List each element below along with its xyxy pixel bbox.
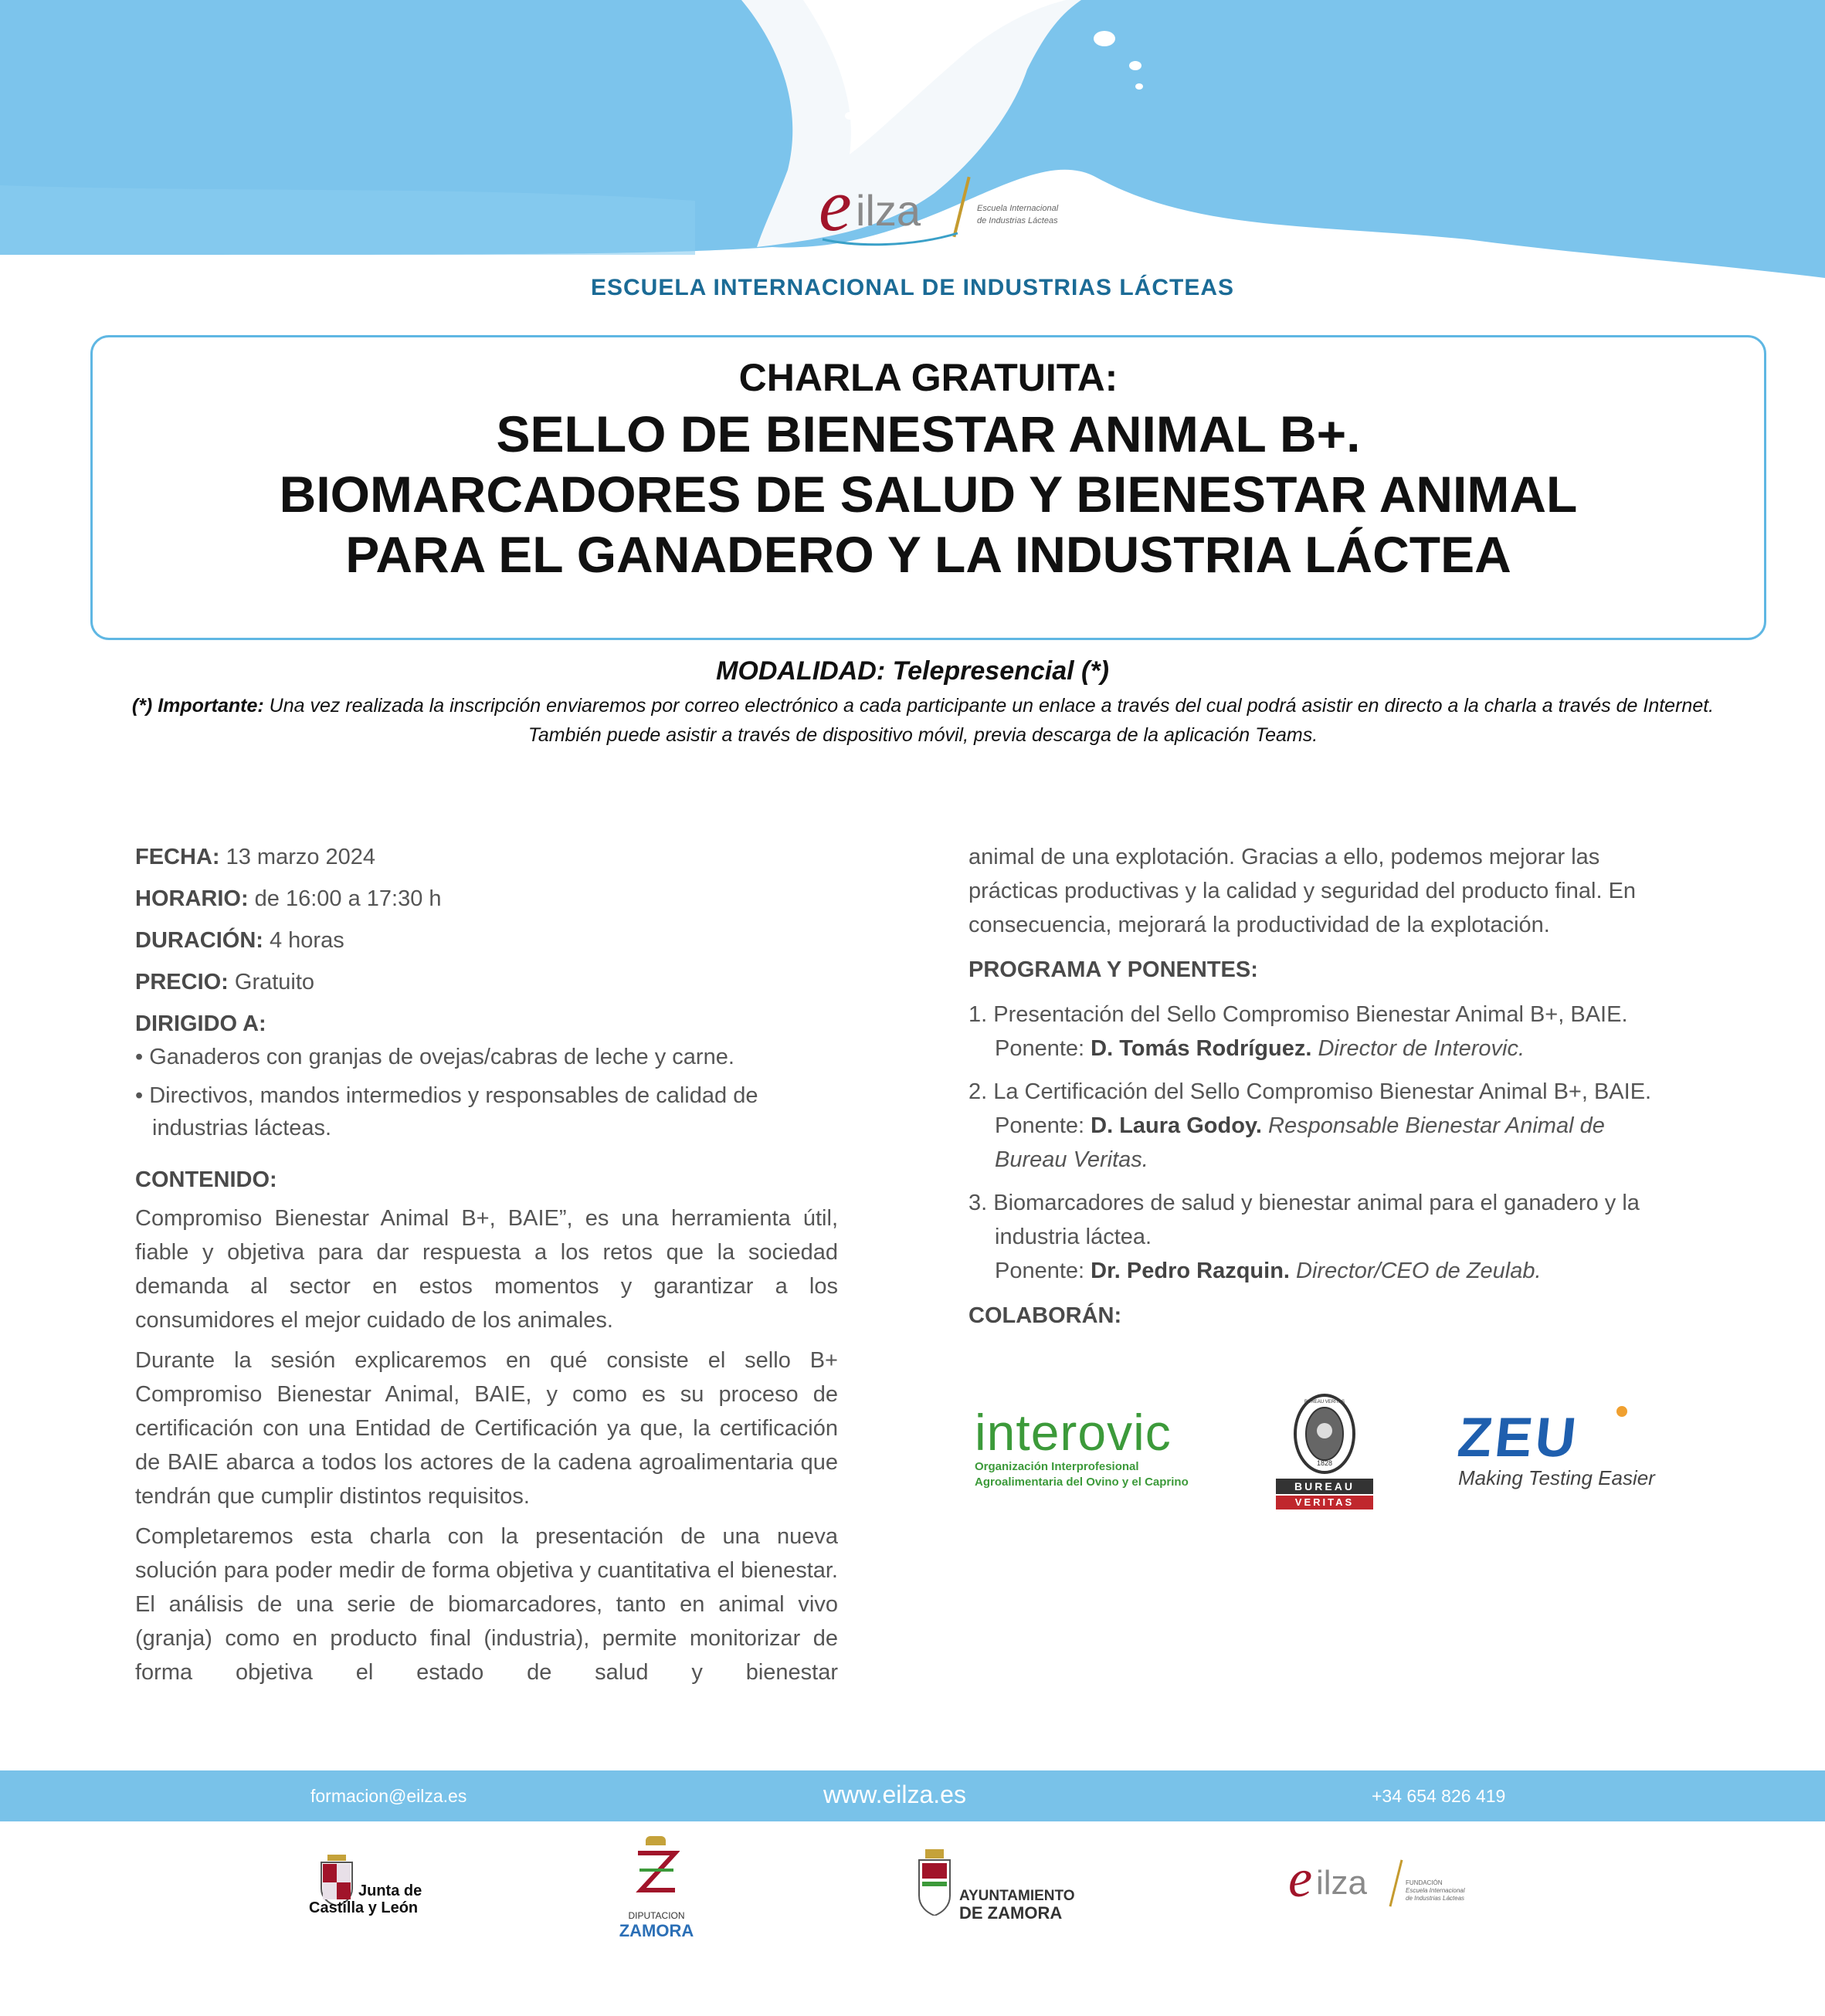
fecha-value: 13 marzo 2024: [219, 845, 376, 869]
bureau-veritas-word-1: BUREAU: [1276, 1479, 1373, 1494]
programa-item-ponente: [995, 1032, 1687, 1066]
fundacion-eilza-slash: [1389, 1860, 1403, 1907]
contenido-paragraph-1: Compromiso Bienestar Animal B+, BAIE”, es una herramienta útil, fiable y objetiva para dar respuesta a los retos que la sociedad demanda al sector en estos momentos y garantizar a los consumidores el mejor cuidado de los animales.: [135, 1206, 838, 1333]
interovic-name: interovic: [975, 1404, 1172, 1461]
ayuntamiento-text-2: DE ZAMORA: [959, 1903, 1063, 1923]
school-name: ESCUELA INTERNACIONAL DE INDUSTRIAS LÁCTEAS: [590, 275, 1235, 300]
diputacion-zamora-logo: [610, 1836, 703, 1944]
title-line-2: BIOMARCADORES DE SALUD Y BIENESTAR ANIMAL: [279, 466, 1578, 523]
speaker-name: Dr. Pedro Razquin.: [1091, 1259, 1290, 1283]
programa-item-ponente: [995, 1254, 1687, 1288]
ponente-label: Ponente:: [995, 1113, 1091, 1138]
zeulab-dot-icon: [1616, 1406, 1627, 1417]
dirigido-label: DIRIGIDO A:: [135, 1011, 266, 1036]
title-kicker: CHARLA GRATUITA:: [738, 356, 1118, 399]
precio-value: Gratuito: [228, 970, 315, 994]
duracion-row: [135, 923, 838, 957]
speaker-role: Director/CEO de Zeulab.: [1289, 1259, 1542, 1283]
colaboran-label: COLABORÁN:: [968, 1303, 1122, 1328]
interovic-subtitle-1: Organización Interprofesional: [975, 1460, 1139, 1473]
eilza-logo: [819, 164, 1081, 247]
fundacion-eilza-t3: de Industrias Lácteas: [1406, 1895, 1465, 1902]
dirigido-item: • Ganaderos con granjas de ovejas/cabras de leche y carne.: [135, 1045, 734, 1069]
programa-item-title: 3. Biomarcadores de salud y bienestar animal para el ganadero y la industria láctea.: [968, 1191, 1640, 1249]
ayuntamiento-text-1: AYUNTAMIENTO: [959, 1888, 1075, 1904]
fecha-row: [135, 840, 838, 874]
contenido-paragraph-3-continued: animal de una explotación. Gracias a ello, podemos mejorar las prácticas productivas y la calidad y seguridad del producto final. En consecuencia, mejorará la productividad de la explotación.: [968, 845, 1637, 937]
crown-icon: [646, 1836, 666, 1845]
bureau-veritas-logo: [1276, 1394, 1373, 1513]
speaker-name: D. Laura Godoy.: [1091, 1113, 1262, 1138]
programa-label: PROGRAMA Y PONENTES:: [968, 957, 1258, 982]
footer-phone-link[interactable]: +34 654 826 419: [1372, 1786, 1506, 1806]
junta-castilla-leon-logo: [309, 1852, 440, 1916]
ayuntamiento-zamora-logo: [916, 1849, 1078, 1926]
title-line-1: SELLO DE BIENESTAR ANIMAL B+.: [496, 405, 1361, 462]
ponente-label: Ponente:: [995, 1259, 1091, 1283]
duracion-label: DURACIÓN:: [135, 928, 263, 953]
horario-value: de 16:00 a 17:30 h: [248, 886, 442, 911]
footer-website-link[interactable]: www.eilza.es: [823, 1781, 966, 1808]
precio-label: PRECIO:: [135, 970, 229, 994]
eilza-logo-tagline-2: de Industrias Lácteas: [977, 216, 1058, 225]
diputacion-text: DIPUTACION: [628, 1910, 685, 1921]
junta-text-2: Castilla y León: [309, 1899, 419, 1916]
horario-label: HORARIO:: [135, 886, 249, 911]
zeulab-name: ZEU: [1454, 1407, 1582, 1469]
important-label: (*) Importante:: [131, 695, 264, 717]
bureau-veritas-word-2: VERITAS: [1276, 1496, 1373, 1509]
programa-item-title: 1. Presentación del Sello Compromiso Bienestar Animal B+, BAIE.: [968, 1002, 1628, 1027]
contenido-label: CONTENIDO:: [135, 1167, 277, 1192]
contenido-paragraph-3: Completaremos esta charla con la presentación de una nueva solución para poder medir de forma objetiva y cuantitativa el bienestar. El análisis de una serie de biomarcadores, tanto en animal vivo (granja) como en producto final (industria), permite monitorizar de forma objetiva el estado de salud y bienestar: [135, 1524, 838, 1685]
programa-item-3: [968, 1186, 1687, 1288]
important-note: [131, 691, 1715, 750]
ponente-label: Ponente:: [995, 1036, 1091, 1061]
junta-text-1: Junta de: [358, 1882, 422, 1899]
duracion-value: 4 horas: [263, 928, 344, 953]
speaker-name: D. Tomás Rodríguez.: [1091, 1036, 1312, 1061]
fundacion-eilza-t2: Escuela Internacional: [1406, 1887, 1465, 1894]
footer-email-link[interactable]: formacion@eilza.es: [310, 1786, 467, 1806]
right-column: [968, 840, 1687, 1333]
important-text: Una vez realizada la inscripción enviaremos por correo electrónico a cada participante un enlace a través del cual podrá asistir en directo a la charla a través de Internet. También puede asistir a través de dispositivo móvil, previa descarga de la aplicación Teams.: [263, 695, 1715, 746]
contenido-paragraph-2: Durante la sesión explicaremos en qué consiste el sello B+ Compromiso Bienestar Animal, BAIE, y como es su proceso de certificación con una Entidad de Certificación ya que, la certificación de BAIE abarca a todos los actores de la cadena agroalimentaria que tendrán que cumplir distintos requisitos.: [135, 1348, 838, 1509]
bureau-veritas-seal-text: BUREAU VERITAS: [1304, 1400, 1345, 1404]
eilza-logo-initial: e: [819, 164, 852, 246]
eilza-logo-tagline-1: Escuela Internacional: [977, 204, 1059, 213]
bureau-veritas-year: 1828: [1316, 1459, 1333, 1467]
precio-row: [135, 965, 838, 999]
zamora-z-icon: [633, 1848, 680, 1895]
speaker-role: Director de Interovic.: [1311, 1036, 1525, 1061]
interovic-subtitle-2: Agroalimentaria del Ovino y el Caprino: [975, 1476, 1189, 1489]
speaker-role: Responsable Bienestar Animal de Bureau Veritas.: [995, 1113, 1605, 1172]
programa-item-1: [968, 998, 1687, 1066]
eilza-logo-word: ilza: [856, 186, 921, 235]
modality-heading: MODALIDAD: Telepresencial (*): [716, 656, 1109, 686]
left-column: [135, 840, 838, 1689]
fundacion-eilza-t1: FUNDACIÓN: [1406, 1879, 1443, 1886]
programa-item-ponente: [995, 1109, 1674, 1177]
fundacion-eilza-initial: e: [1288, 1849, 1313, 1909]
programa-item-2: [968, 1075, 1687, 1177]
eilza-logo-swoosh-icon: [819, 224, 965, 247]
horario-row: [135, 882, 838, 916]
title-line-3: PARA EL GANADERO Y LA INDUSTRIA LÁCTEA: [345, 526, 1511, 583]
dirigido-item: • Directivos, mandos intermedios y responsables de calidad de industrias lácteas.: [135, 1083, 758, 1140]
zeulab-logo: [1454, 1407, 1659, 1502]
interovic-logo: [975, 1405, 1206, 1498]
fecha-label: FECHA:: [135, 845, 220, 869]
fundacion-eilza-logo: [1288, 1849, 1466, 1916]
fundacion-eilza-word: ilza: [1316, 1864, 1368, 1902]
programa-item-title: 2. La Certificación del Sello Compromiso Bienestar Animal B+, BAIE.: [968, 1079, 1652, 1104]
zeulab-tagline: Making Testing Easier: [1458, 1466, 1655, 1489]
ayuntamiento-shield-icon: [916, 1849, 953, 1916]
zamora-text: ZAMORA: [619, 1921, 694, 1940]
castilla-leon-shield-icon: [320, 1855, 354, 1906]
